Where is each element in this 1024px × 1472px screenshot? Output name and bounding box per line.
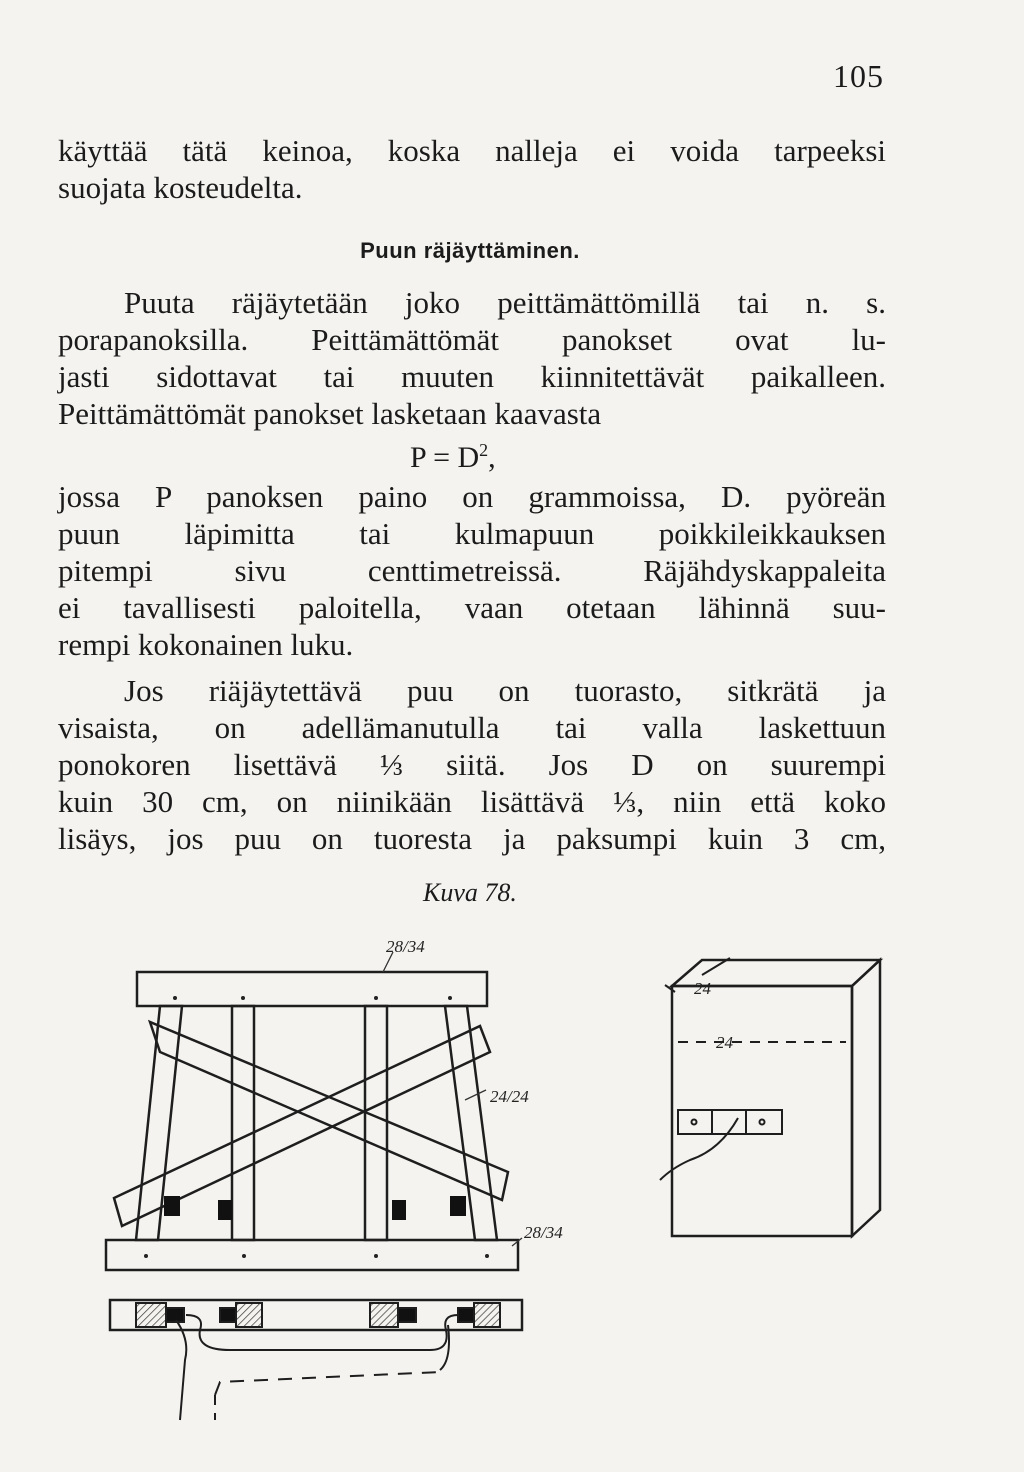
text-line: ponokoren lisettävä ⅓ siitä. Jos D on suurempi: [58, 747, 886, 782]
text-line: lisäys, jos puu on tuoresta ja paksumpi kuin 3 cm,: [58, 821, 886, 856]
text-line: käyttää tätä keinoa, koska nalleja ei voida tarpeeksi: [58, 133, 886, 168]
bottom-beam-dim-label: 28/34: [524, 1223, 563, 1242]
formula-tail: ,: [488, 441, 496, 474]
formula-lhs: P: [410, 441, 426, 474]
brace-down: [150, 1022, 508, 1200]
bottom-beam: [106, 1240, 518, 1270]
page-number: 105: [833, 58, 884, 94]
text-line: pitempi sivu centtimetreissä. Räjähdyskappaleita: [58, 553, 886, 588]
top-beam: [137, 972, 487, 1006]
text-line: porapanoksilla. Peittämättömät panokset ovat lu-: [58, 322, 886, 357]
text-line: Peittämättömät panokset lasketaan kaavasta: [58, 396, 602, 431]
text-line: puun läpimitta tai kulmapuun poikkileikkauksen: [58, 516, 886, 551]
text-line: jasti sidottavat tai muuten kiinnitettävät paikalleen.: [58, 359, 886, 394]
post-right: [365, 1006, 387, 1240]
top-beam-dim-label: 28/34: [386, 937, 425, 956]
block-details: [660, 958, 846, 1180]
text-line: visaista, on adellämanutulla tai valla laskettuun: [58, 710, 886, 745]
block-depth-label: 24: [694, 979, 711, 998]
text-line: Jos riäjäytettävä puu on tuorasto, sitkrätä ja: [124, 673, 886, 708]
post-left: [232, 1006, 254, 1240]
formula-eq: =: [433, 441, 450, 474]
charges: [164, 1196, 466, 1220]
text-line: rempi kokonainen luku.: [58, 627, 354, 662]
nail-dots: [144, 996, 489, 1258]
text-line: ei tavallisesti paloitella, vaan otetaan lähinnä suu-: [58, 590, 886, 625]
block-side: [852, 960, 880, 1236]
post-dim-label: 24/24: [490, 1087, 529, 1106]
formula-exponent: 2: [479, 440, 489, 460]
section-heading: Puun räjäyttäminen.: [360, 238, 580, 263]
text-line: Puuta räjäytetään joko peittämättömillä tai n. s.: [124, 285, 886, 320]
figure-caption: Kuva 78.: [423, 878, 517, 907]
text-line: kuin 30 cm, on niinikään lisättävä ⅓, niin että koko: [58, 784, 886, 819]
formula-base: D: [457, 441, 480, 474]
text-line: jossa P panoksen paino on grammoissa, D. pyöreän: [58, 479, 886, 514]
block-width-label: 24: [716, 1033, 733, 1052]
text-line: suojata kosteudelta.: [58, 170, 303, 205]
